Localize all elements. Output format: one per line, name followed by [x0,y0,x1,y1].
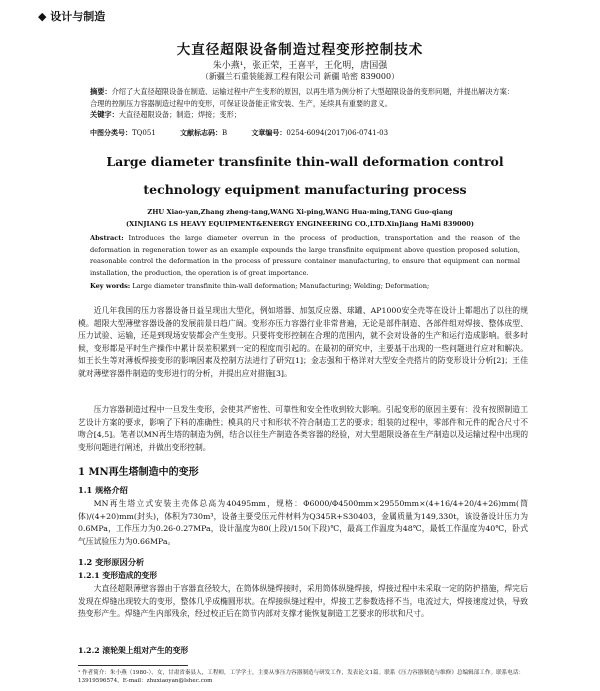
abstract-en-label: Abstract: [90,234,124,242]
keywords-cn-label: 关键字： [90,110,119,119]
clc-label: 中图分类号： [90,128,132,137]
abstract-cn [90,86,520,121]
title-en: Large diameter transfinite thin-wall deformation control technology equipment manufacturing process [106,154,504,197]
article-no-value: 0254-6094(2017)06-0741-03 [286,129,389,137]
clc-field [90,128,156,138]
section-1-1-heading: 1.1 规格介绍 [78,485,128,495]
author-footnote: ¹ 作者简介：朱小燕（1980-），女，甘肃省秦县人，工程师，工学学士，主要从事压力容器制造与研发工作，发表论文1篇。联系《压力容器制造与维修》总编辑部工作。联系电话：13919596574，E-mail：zhuxiaoyan@lshec.com [78,670,525,684]
abstract-cn-text: 介绍了大直径超限设备在制造、运输过程中产生变形的原因，以再生塔为例分析了大型超限设备的变形问题，并提出解决方案：合理的控制压力容器制造过程中的变形，可保证设备能正常安装、生产，延续具有重要的意义。 [90,87,515,108]
article-no-label: 文章编号： [251,128,287,137]
section-1-2-1-text: 大直径超限薄壁容器由于容器直径较大，在筒体纵缝焊接时，采用筒体纵缝焊接，焊接过程中未采取一定的防护措施，焊完后发现在焊缝出现较大的变形，整体几乎成椭圆形状。在焊接纵缝过程中，焊接工艺参数选择不当，电流过大，焊接速度过快，导致热变形产生。焊缝产生内部残余，经过校正后在筒节内部对支撑才能恢复制造工艺要求的形状和尺寸。 [78,584,528,618]
classification-row [90,128,520,138]
section-1-2-1-heading: 1.2.1 变形造成的变形 [78,571,157,580]
section-1-1-text: MN再生塔立式安装主壳体总高为40495mm，规格：Φ6000/Φ4500mm×29550mm×(4+16/4+20/4+26)mm(筒体)/(4+20)mm(封头)，体积为730m³，设备主要受压元件材料为Q345R+S30403，金属质量为149,330t，该设备设计压力为0.6MPa，工作压力为0.26-0.27MPa，设计温度为80(上段)/150(下段)℃，最高工作温度为48℃，最低工作温度为40℃，卧式气压试验压力为0.66MPa。 [78,499,528,546]
authors-cn: 朱小燕¹，张正荣，王喜平，王化明，唐国强 [212,61,388,71]
section-1-heading: 1 MN再生塔制造中的变形 [78,467,199,478]
footnote-divider [78,665,188,666]
doc-code-field [180,128,227,138]
intro-paragraph-2: 压力容器制造过程中一旦发生变形，会使其严密性、可靠性和安全性收到较大影响。引起变形的原因主要有：没有按照制造工艺设计方案的要求，影响了下料的准确性；模具的尺寸和形状不符合制造工艺的要求；组装的过程中，零部件和元件的配合尺寸不吻合[4,5]。笔者以MN再生塔的制造为例，结合以往生产制造各类容器的经验，对大型超限设备在生产制造以及运输过程中出现的变形问题进行阐述，并做出变形控制。 [78,405,528,452]
section-1-2-2-heading: 1.2.2 滚轮架上组对产生的变形 [78,646,189,655]
affiliation-en: (XINJIANG LS HEAVY EQUIPMENT&ENERGY ENGINEERING CO.,LTD.XinJiang HaMi 839000) [126,220,474,228]
affiliation-cn: （新疆兰石重装能源工程有限公司 新疆 哈密 839000） [200,72,400,81]
doc-code-value: B [222,129,228,137]
abstract-en [90,233,520,279]
intro-paragraph-1: 近几年我国的压力容器设备日益呈现出大型化，例如塔器、加氢反应器、球罐、AP1000安全壳等在设计上都超出了以往的规模。超限大型薄壁容器设备的发展前景日趋广阔。变形亦压力容器行业非常普遍，无论是部件制造、各部件组对焊接、整体成型、压力试验、运输，还是到现场安装都会产生变形。只要将变形控制在合理的范围内，就不会对设备的生产和运行造成影响。很多时候，变形都是平时生产操作中累计误差积累到一定的程度而引起的。在最初的研究中，主要基于出现的一些问题进行应对和解决。如王长生等对薄板焊接变形的影响因素及控制方法进行了研究[1]；金志强和于格详对大型安全壳搭片的防变形设计分析[2]；王佳就对薄壁容器件制造的变形进行的分析，并提出应对措施[3]。 [78,306,528,378]
keywords-en-label: Key words: [90,282,131,290]
clc-value: TQ051 [132,129,156,137]
title-cn: 大直径超限设备制造过程变形控制技术 [176,42,424,58]
article-no-field [251,128,388,138]
keywords-en [90,282,520,290]
abstract-en-text: Introduces the large diameter overrun in the process of production, transportation and the reason of the deformation in regeneration tower as an example expounds the large transfinite equipment above question proposed solution, reasonable control the deformation in the process of pressure container manufacturing, to ensure that equipment can normal installation, the production, the operation is of great importance. [90,234,520,277]
journal-section-mark: ◆ 设计与制造 [38,10,106,23]
authors-en: ZHU Xiao-yan,Zhang zheng-tang,WANG Xi-ping,WANG Hua-ming,TANG Guo-qiang [147,208,453,216]
keywords-en-text: Large diameter transfinite thin-wall deformation; Manufacturing; Welding; Deformation; [132,282,430,290]
abstract-cn-label: 摘要： [90,87,112,96]
doc-code-label: 文献标志码： [180,128,223,137]
keywords-cn-text: 大直径超限设备；制造；焊接；变形； [118,110,241,119]
section-1-2-heading: 1.2 变形原因分析 [78,557,145,567]
